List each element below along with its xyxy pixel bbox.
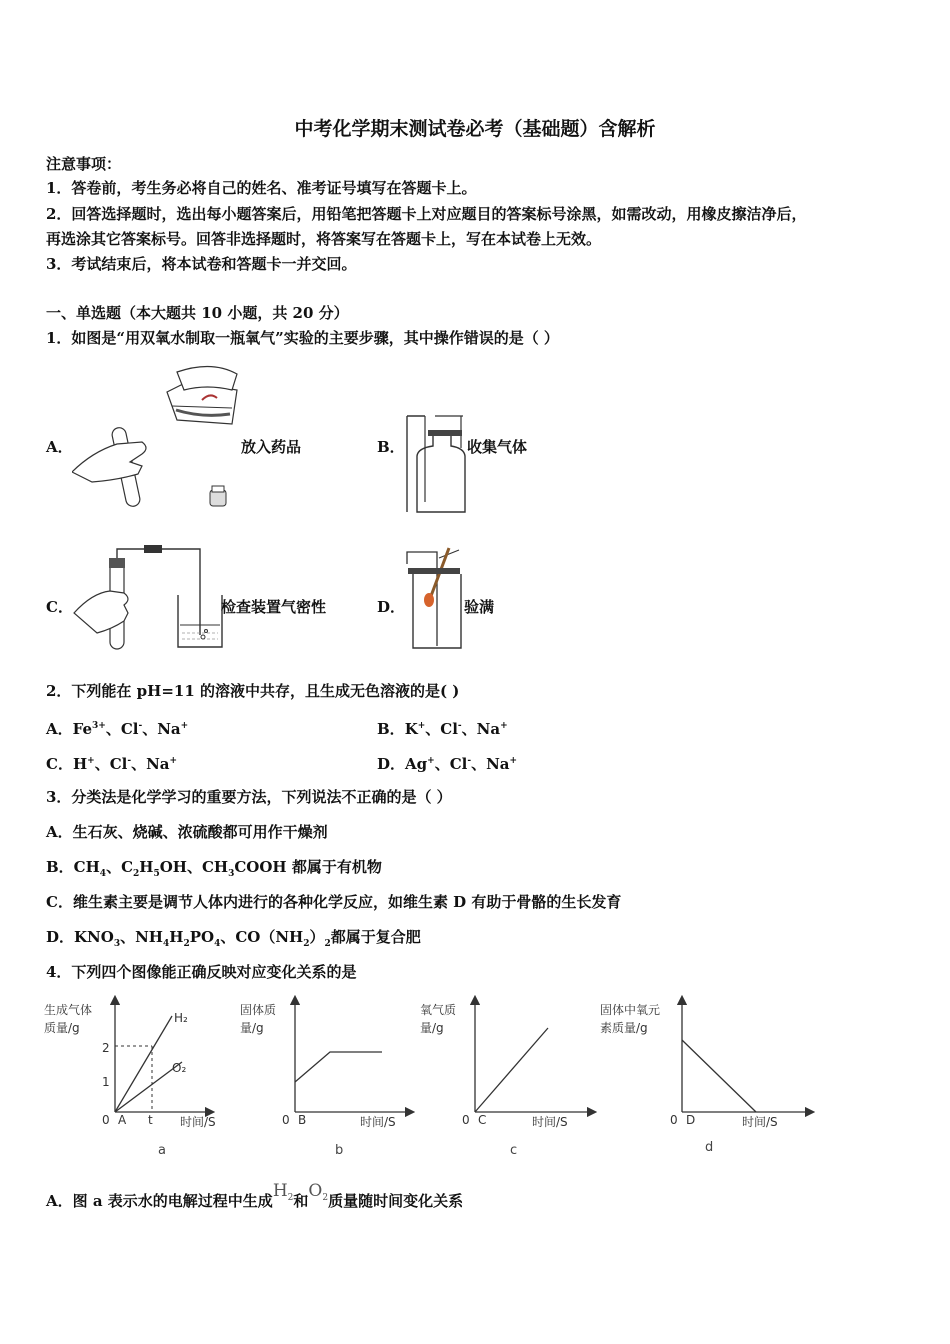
notice-item-3: 3．考试结束后，将本试卷和答题卡一并交回。 [46, 255, 357, 273]
graph-c-line [475, 1028, 548, 1112]
graph-b-origin: 0 [282, 1113, 290, 1127]
q3-option-b: B．$CH_4$、$C_2H_5OH$、$CH_3COOH$ 都属于有机物 [46, 858, 382, 879]
section-heading: 一、单选题（本大题共 10 小题，共 20 分） [46, 304, 349, 322]
graph-b-xlabel: 时间/S [360, 1115, 396, 1129]
graph-b-ylabel-2: 量/g [240, 1021, 264, 1035]
graph-a-tick-1: 1 [102, 1075, 110, 1089]
graph-d-start: D [686, 1113, 696, 1127]
q3-option-c: C．维生素主要是调节人体内进行的各种化学反应，如维生素 D 有助于骨骼的生长发育 [46, 893, 622, 911]
graph-b-line [295, 1052, 382, 1082]
q3-option-d: D．$KNO_3$、$NH_4H_2PO_4$、$CO(NH_2)_2$都属于复合肥 [46, 928, 421, 949]
q3-stem: 3．分类法是化学学习的重要方法，下列说法不正确的是（ ） [46, 788, 452, 806]
graph-c-origin: 0 [462, 1113, 470, 1127]
graph-a-origin: 0 [102, 1113, 110, 1127]
q1-option-a-caption: 放入药品 [241, 438, 302, 456]
graph-d-line [682, 1040, 756, 1112]
q2-option-c: C．H+、Cl-、Na+ [46, 755, 178, 773]
graph-d-origin: 0 [670, 1113, 678, 1127]
graph-b [240, 1000, 410, 1158]
q4-option-a: A．图 a 表示水的电解过程中生成$H^2$和$O^2$质量随时间变化关系 [46, 1181, 464, 1210]
graph-a-ylabel-1: 生成气体 [44, 1003, 93, 1017]
q1-figure-a [72, 362, 242, 517]
q1-option-c-letter: C． [46, 598, 73, 616]
q1-figure-c [72, 543, 232, 653]
graph-a-label-o2: O₂ [172, 1061, 187, 1075]
graph-a-label-h2: H₂ [174, 1011, 188, 1025]
graph-a [44, 1000, 216, 1158]
graph-a-tick-t: t [148, 1113, 153, 1127]
q1-option-d-caption: 验满 [464, 598, 495, 616]
graph-b-caption: b [335, 1143, 344, 1158]
q1-figure-b [403, 408, 468, 518]
graph-d-ylabel-1: 固体中氧元 [600, 1003, 661, 1017]
notice-item-2: 2．回答选择题时，选出每小题答案后，用铅笔把答题卡上对应题目的答案标号涂黑，如需改动，用橡皮擦洁净后， [46, 205, 807, 223]
graph-b-start: B [298, 1113, 307, 1127]
graph-a-caption: a [158, 1143, 166, 1158]
graph-d [600, 1000, 810, 1155]
q2-option-d: D．Ag+、Cl-、Na+ [377, 755, 518, 773]
graph-a-tick-2: 2 [102, 1041, 110, 1055]
graph-c-ylabel-1: 氧气质 [420, 1003, 457, 1017]
q2-stem: 2．下列能在 pH=11 的溶液中共存，且生成无色溶液的是( ) [46, 682, 460, 700]
q4-graphs [40, 994, 820, 1164]
notice-item-2-cont: 再选涂其它答案标号。回答非选择题时，将答案写在答题卡上，写在本试卷上无效。 [46, 230, 602, 248]
q1-figure-d [403, 546, 468, 652]
graph-c-xlabel: 时间/S [532, 1115, 568, 1129]
graph-b-ylabel-1: 固体质 [240, 1003, 277, 1017]
notice-heading: 注意事项： [46, 155, 122, 173]
q1-stem: 1．如图是“用双氧水制取一瓶氧气”实验的主要步骤，其中操作错误的是（ ） [46, 329, 559, 347]
notice-item-1: 1．答卷前，考生务必将自己的姓名、准考证号填写在答题卡上。 [46, 179, 477, 197]
graph-c-caption: c [510, 1143, 518, 1158]
q4-stem: 4．下列四个图像能正确反映对应变化关系的是 [46, 963, 357, 981]
q2-option-b: B．K+、Cl-、Na+ [377, 720, 508, 738]
graph-d-caption: d [705, 1140, 714, 1155]
q1-option-b-letter: B． [377, 438, 405, 456]
graph-d-ylabel-2: 素质量/g [600, 1021, 648, 1035]
q2-option-a: A．$Fe^{3+}$、Cl-、Na+ [46, 720, 189, 738]
q3-option-a: A．生石灰、烧碱、浓硫酸都可用作干燥剂 [46, 823, 328, 841]
graph-a-ylabel-2: 质量/g [44, 1021, 80, 1035]
q1-option-d-letter: D． [377, 598, 406, 616]
graph-a-start: A [118, 1113, 127, 1127]
q1-option-b-caption: 收集气体 [467, 438, 528, 456]
q1-option-c-caption: 检查装置气密性 [221, 598, 327, 616]
graph-a-xlabel: 时间/S [180, 1115, 216, 1129]
graph-a-line-h2 [115, 1016, 172, 1112]
graph-c-ylabel-2: 量/g [420, 1021, 444, 1035]
page-title: 中考化学期末测试卷必考（基础题）含解析 [294, 118, 656, 140]
graph-d-xlabel: 时间/S [742, 1115, 778, 1129]
q1-option-a-letter: A． [46, 438, 73, 456]
graph-c [420, 1000, 592, 1158]
graph-c-start: C [478, 1113, 487, 1127]
